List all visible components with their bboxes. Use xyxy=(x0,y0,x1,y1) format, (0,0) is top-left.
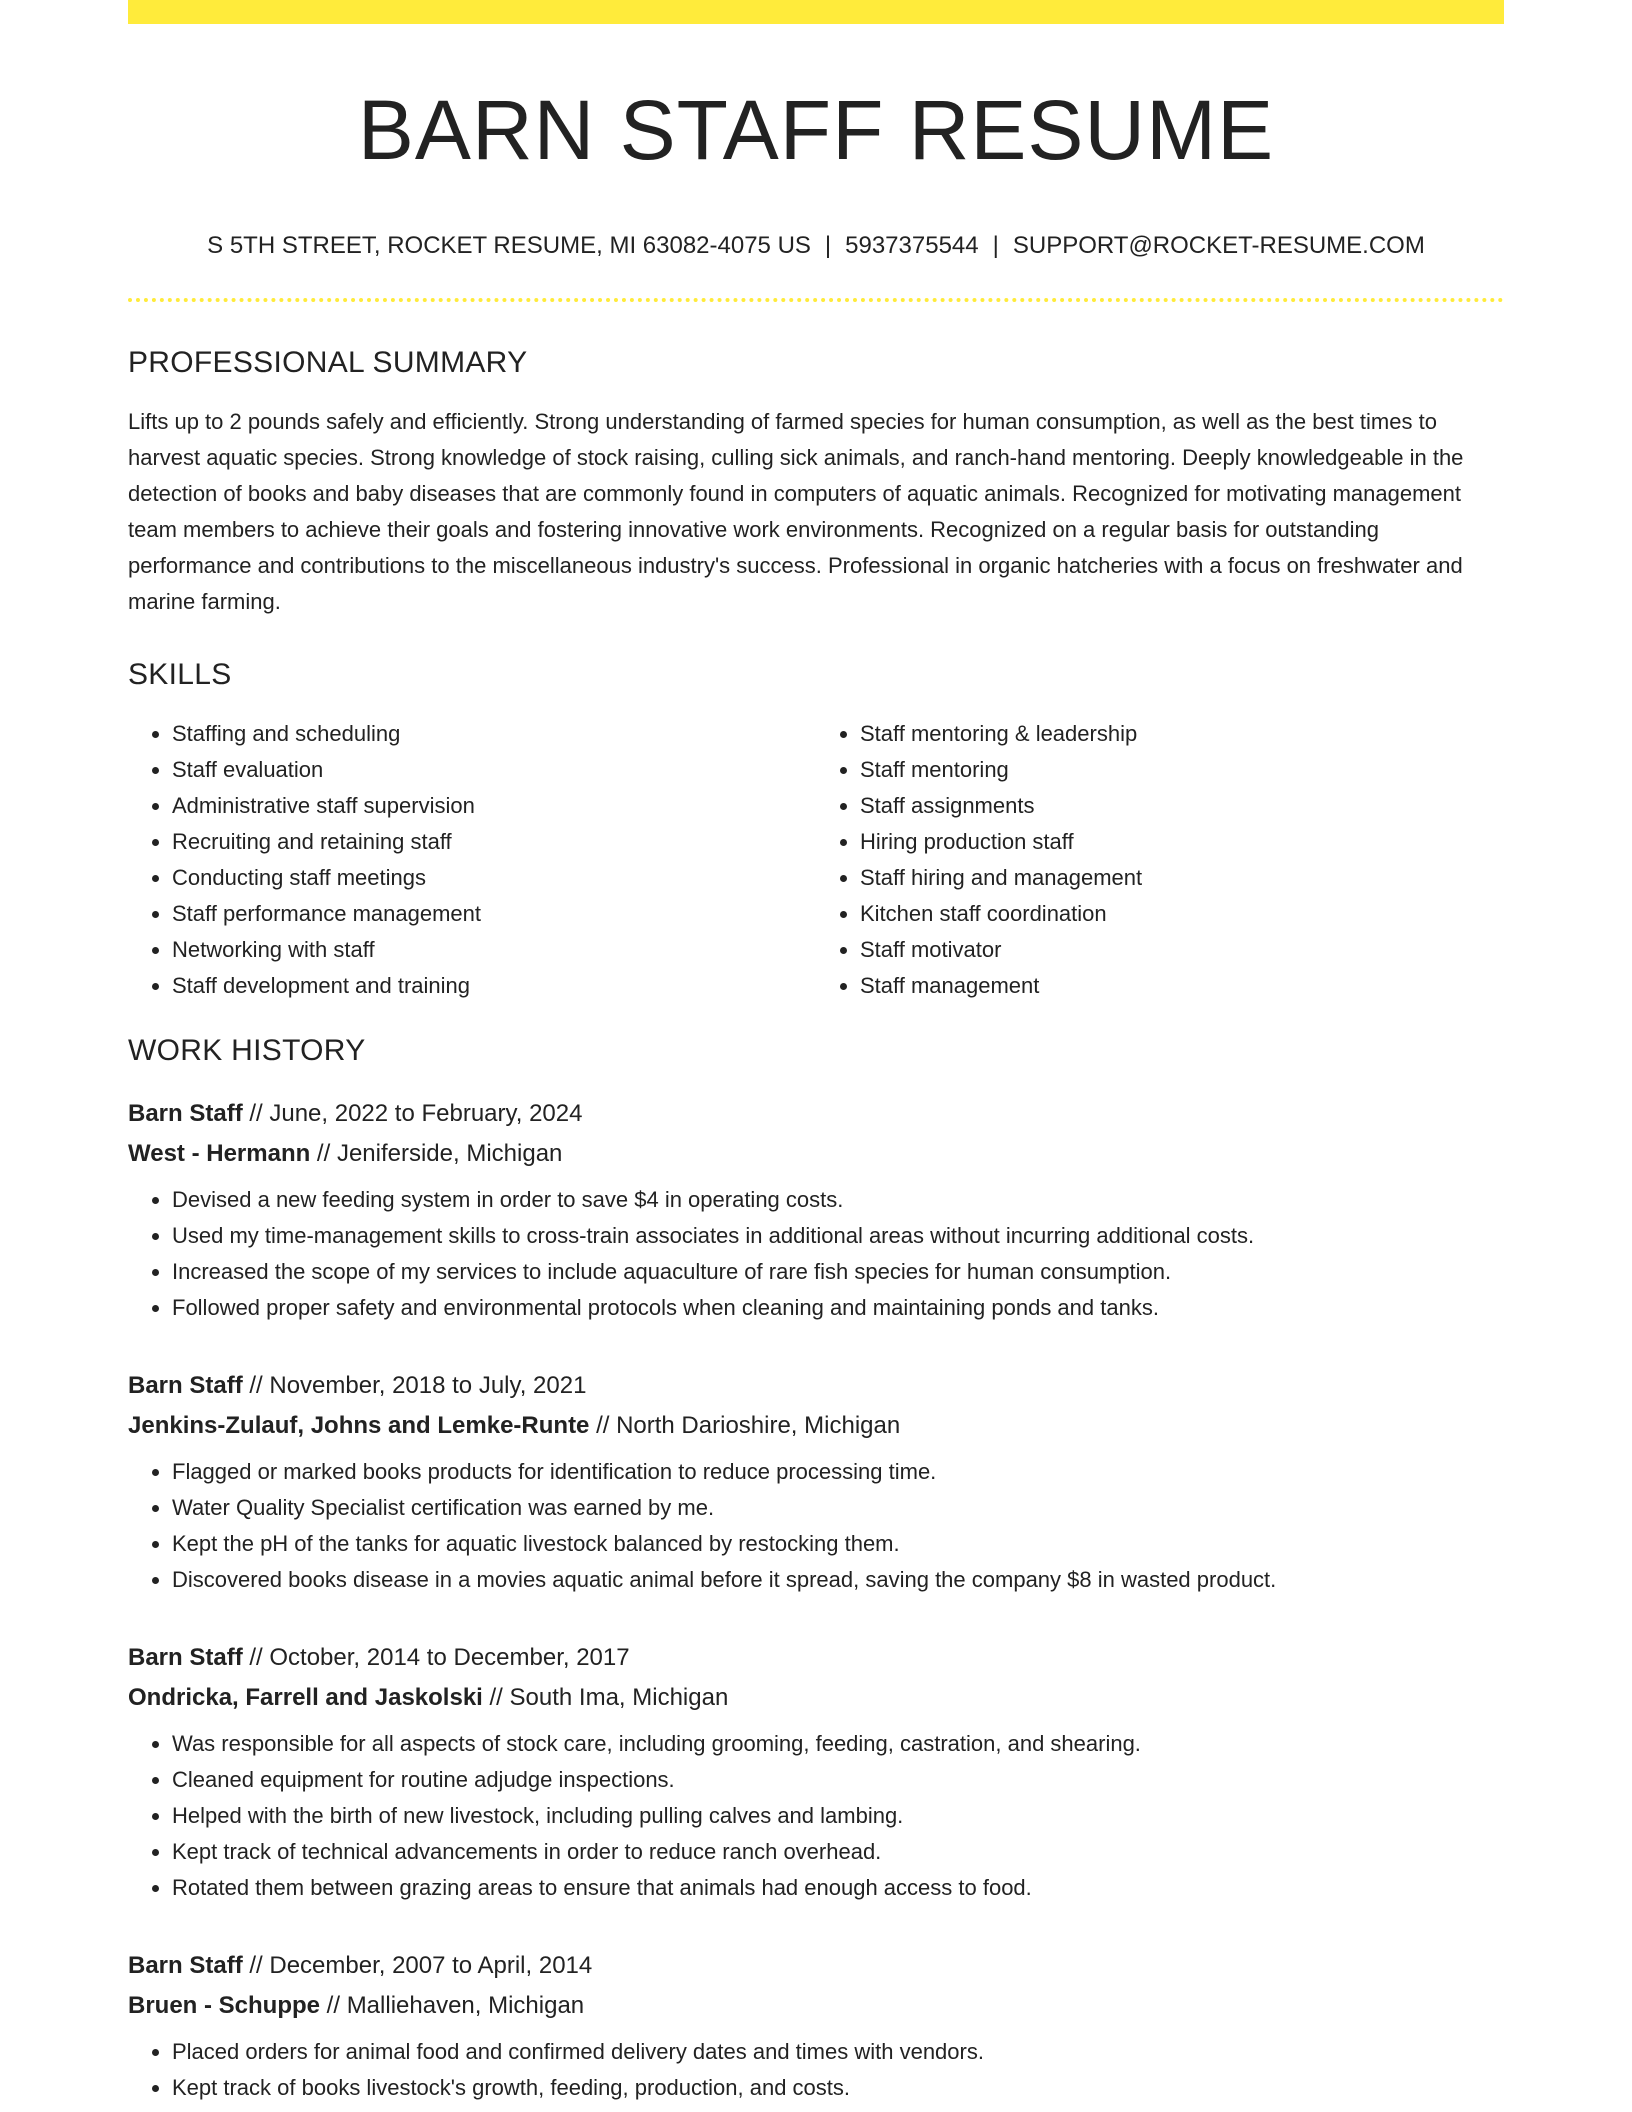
job-company-line xyxy=(128,1134,1504,1174)
skill-item: • Staffing and scheduling xyxy=(172,716,816,752)
job-bullet: • Helped with the birth of new livestock, including pulling calves and lambing. xyxy=(172,1798,1504,1834)
skills-heading: SKILLS xyxy=(128,658,232,692)
job-bullets xyxy=(128,2034,1504,2106)
contact-line xyxy=(128,232,1504,260)
job-entry xyxy=(128,1366,1504,1598)
skill-item: • Conducting staff meetings xyxy=(172,860,816,896)
job-entry xyxy=(128,1094,1504,1326)
skill-item: • Recruiting and retaining staff xyxy=(172,824,816,860)
job-company-line xyxy=(128,1678,1504,1718)
job-title: Barn Staff xyxy=(128,1372,243,1400)
job-title: Barn Staff xyxy=(128,1644,243,1672)
job-bullet: • Cleaned equipment for routine adjudge inspections. xyxy=(172,1762,1504,1798)
skills-column-left xyxy=(128,716,816,1004)
job-title-line xyxy=(128,1638,1504,1678)
job-title-line xyxy=(128,1366,1504,1406)
job-separator: // xyxy=(482,1684,510,1712)
job-title: Barn Staff xyxy=(128,1100,243,1128)
job-bullets xyxy=(128,1726,1504,1906)
job-company-line xyxy=(128,1986,1504,2026)
job-separator: // xyxy=(589,1412,617,1440)
job-dates: December, 2007 to April, 2014 xyxy=(269,1952,593,1980)
skill-item: • Staff management xyxy=(860,968,1504,1004)
job-company-line xyxy=(128,1406,1504,1446)
job-bullet: • Rotated them between grazing areas to ensure that animals had enough access to food. xyxy=(172,1870,1504,1906)
job-title-line xyxy=(128,1094,1504,1134)
skill-item: • Hiring production staff xyxy=(860,824,1504,860)
job-bullet: • Kept track of books livestock's growth, feeding, production, and costs. xyxy=(172,2070,1504,2106)
job-entry xyxy=(128,1638,1504,1906)
job-entry xyxy=(128,1946,1504,2106)
job-bullet: • Water Quality Specialist certification was earned by me. xyxy=(172,1490,1504,1526)
job-bullet: • Used my time-management skills to cross-train associates in additional areas without incurring additional costs. xyxy=(172,1218,1504,1254)
job-bullet: • Devised a new feeding system in order to save $4 in operating costs. xyxy=(172,1182,1504,1218)
skill-item: • Staff performance management xyxy=(172,896,816,932)
contact-email: SUPPORT@ROCKET-RESUME.COM xyxy=(1012,232,1425,260)
contact-address: S 5TH STREET, ROCKET RESUME, MI 63082-4075 US xyxy=(207,232,811,260)
job-bullet: • Kept track of technical advancements in order to reduce ranch overhead. xyxy=(172,1834,1504,1870)
job-location: North Darioshire, Michigan xyxy=(616,1412,901,1440)
job-dates: June, 2022 to February, 2024 xyxy=(269,1100,583,1128)
skill-item: • Administrative staff supervision xyxy=(172,788,816,824)
job-bullets xyxy=(128,1454,1504,1598)
job-separator: // xyxy=(242,1372,270,1400)
job-title-line xyxy=(128,1946,1504,1986)
skill-item: • Staff mentoring & leadership xyxy=(860,716,1504,752)
skill-item: • Staff assignments xyxy=(860,788,1504,824)
skills-column-right xyxy=(816,716,1504,1004)
skill-item: • Networking with staff xyxy=(172,932,816,968)
job-bullet: • Increased the scope of my services to include aquaculture of rare fish species for human consumption. xyxy=(172,1254,1504,1290)
job-location: Jeniferside, Michigan xyxy=(336,1140,563,1168)
job-bullet: • Followed proper safety and environmental protocols when cleaning and maintaining ponds and tanks. xyxy=(172,1290,1504,1326)
job-separator: // xyxy=(242,1952,270,1980)
job-separator: // xyxy=(242,1100,270,1128)
job-title: Barn Staff xyxy=(128,1952,243,1980)
summary-heading: PROFESSIONAL SUMMARY xyxy=(128,346,528,380)
job-dates: October, 2014 to December, 2017 xyxy=(269,1644,630,1672)
header-divider xyxy=(128,298,1504,302)
job-company: Ondricka, Farrell and Jaskolski xyxy=(128,1684,483,1712)
job-company: Jenkins-Zulauf, Johns and Lemke-Runte xyxy=(128,1412,590,1440)
contact-phone: 5937375544 xyxy=(845,232,979,260)
skill-item: • Staff hiring and management xyxy=(860,860,1504,896)
work-history-list xyxy=(128,1094,1504,2106)
job-bullet: • Kept the pH of the tanks for aquatic livestock balanced by restocking them. xyxy=(172,1526,1504,1562)
job-company: Bruen - Schuppe xyxy=(128,1992,321,2020)
job-separator: // xyxy=(310,1140,337,1168)
job-location: Malliehaven, Michigan xyxy=(346,1992,585,2020)
job-bullet: • Was responsible for all aspects of stock care, including grooming, feeding, castration, and shearing. xyxy=(172,1726,1504,1762)
work-history-heading: WORK HISTORY xyxy=(128,1034,366,1068)
skill-item: • Staff development and training xyxy=(172,968,816,1004)
job-separator: // xyxy=(242,1644,270,1672)
job-bullet: • Discovered books disease in a movies aquatic animal before it spread, saving the company $8 in wasted product. xyxy=(172,1562,1504,1598)
skill-item: • Staff evaluation xyxy=(172,752,816,788)
job-separator: // xyxy=(320,1992,347,2020)
skills-list xyxy=(128,716,1504,1004)
summary-text: Lifts up to 2 pounds safely and efficiently. Strong understanding of farmed species for human consumption, as well as the best times to harvest aquatic species. Strong knowledge of stock raising, culling sick animals, and ranch-hand mentoring. Deeply knowledgeable in the detection of books and baby diseases that are commonly found in computers of aquatic animals. Recognized for motivating management team members to achieve their goals and fostering innovative work environments. Recognized on a regular basis for outstanding performance and contributions to the miscellaneous industry's success. Professional in organic hatcheries with a focus on freshwater and marine farming. xyxy=(128,409,1464,615)
resume-name: BARN STAFF RESUME xyxy=(357,83,1275,177)
contact-separator: | xyxy=(824,232,832,260)
skill-item: • Staff motivator xyxy=(860,932,1504,968)
job-company: West - Hermann xyxy=(128,1140,311,1168)
top-accent-bar xyxy=(128,0,1504,24)
skill-item: • Staff mentoring xyxy=(860,752,1504,788)
resume-page xyxy=(128,0,1504,2106)
job-dates: November, 2018 to July, 2021 xyxy=(269,1372,587,1400)
job-location: South Ima, Michigan xyxy=(509,1684,729,1712)
job-bullet: • Flagged or marked books products for identification to reduce processing time. xyxy=(172,1454,1504,1490)
job-bullets xyxy=(128,1182,1504,1326)
skill-item: • Kitchen staff coordination xyxy=(860,896,1504,932)
job-bullet: • Placed orders for animal food and confirmed delivery dates and times with vendors. xyxy=(172,2034,1504,2070)
contact-separator: | xyxy=(992,232,999,260)
